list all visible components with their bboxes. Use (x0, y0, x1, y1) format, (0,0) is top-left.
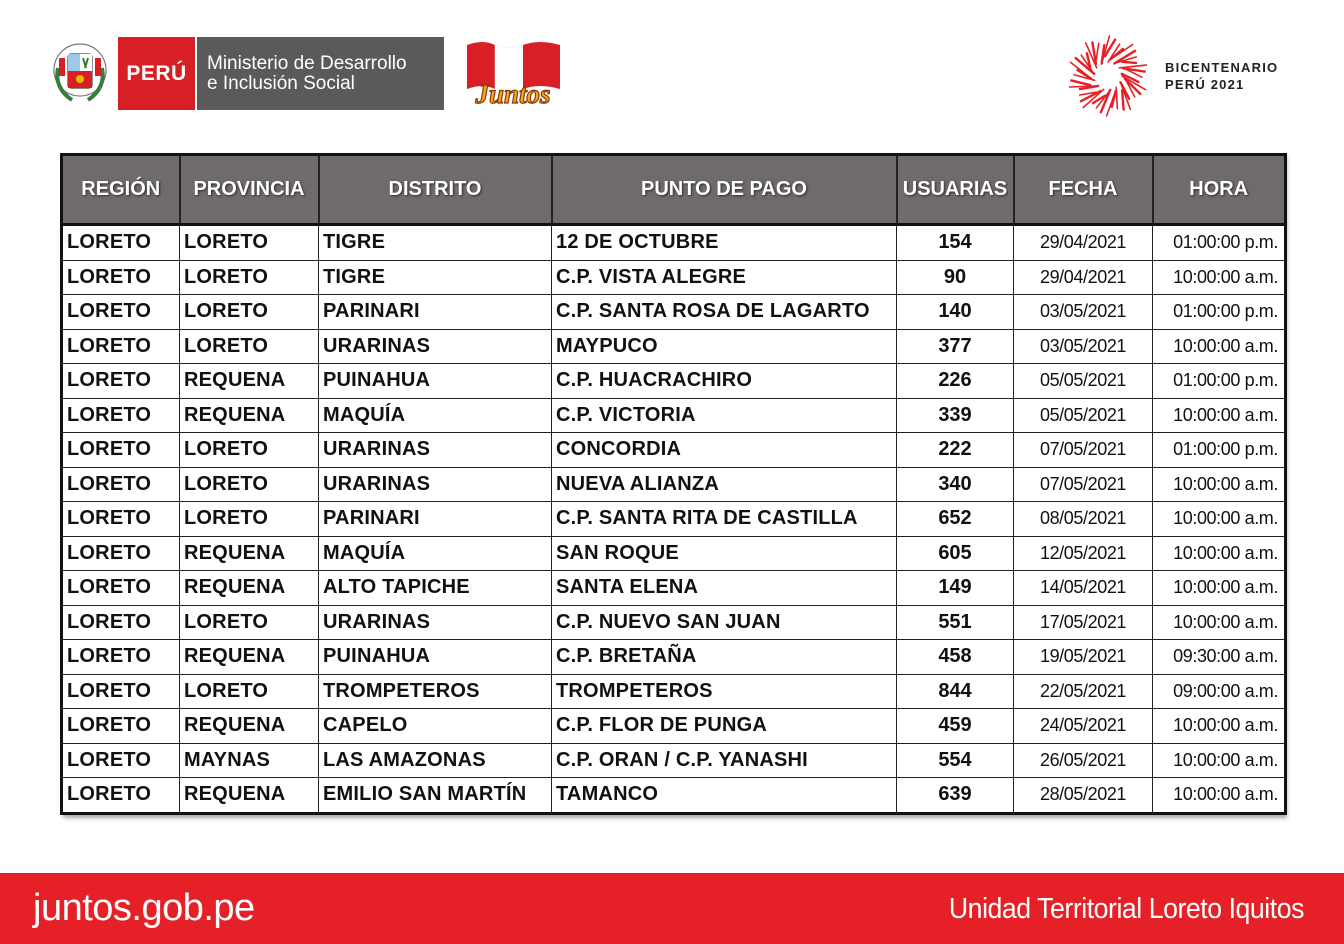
cell-hora: 09:30:00 a.m. (1153, 640, 1286, 675)
juntos-logo-text: Juntos (475, 79, 551, 109)
cell-fecha: 07/05/2021 (1014, 433, 1153, 468)
column-header-region: REGIÓN (62, 155, 180, 225)
table-row (62, 329, 1286, 364)
table-row (62, 260, 1286, 295)
cell-punto-de-pago: C.P. VICTORIA (552, 398, 897, 433)
ministry-line-1: Ministerio de Desarrollo (207, 52, 407, 74)
cell-usuarias: 377 (897, 329, 1014, 364)
cell-distrito: URARINAS (319, 329, 552, 364)
table-row (62, 778, 1286, 814)
cell-fecha: 29/04/2021 (1014, 225, 1153, 261)
cell-distrito: PUINAHUA (319, 640, 552, 675)
cell-punto-de-pago: MAYPUCO (552, 329, 897, 364)
cell-provincia: LORETO (180, 329, 319, 364)
cell-fecha: 24/05/2021 (1014, 709, 1153, 744)
cell-region: LORETO (62, 364, 180, 399)
cell-fecha: 22/05/2021 (1014, 674, 1153, 709)
cell-usuarias: 154 (897, 225, 1014, 261)
cell-punto-de-pago: NUEVA ALIANZA (552, 467, 897, 502)
cell-usuarias: 226 (897, 364, 1014, 399)
table-row (62, 709, 1286, 744)
bicentenario-ray (1070, 62, 1088, 76)
cell-distrito: URARINAS (319, 433, 552, 468)
cell-usuarias: 459 (897, 709, 1014, 744)
cell-provincia: REQUENA (180, 571, 319, 606)
column-header-punto-de-pago: PUNTO DE PAGO (552, 155, 897, 225)
cell-punto-de-pago: C.P. SANTA RITA DE CASTILLA (552, 502, 897, 537)
cell-provincia: REQUENA (180, 709, 319, 744)
cell-punto-de-pago: C.P. FLOR DE PUNGA (552, 709, 897, 744)
cell-region: LORETO (62, 709, 180, 744)
cell-hora: 10:00:00 a.m. (1153, 709, 1286, 744)
cell-region: LORETO (62, 743, 180, 778)
cell-punto-de-pago: C.P. ORAN / C.P. YANASHI (552, 743, 897, 778)
cell-distrito: URARINAS (319, 605, 552, 640)
cell-hora: 10:00:00 a.m. (1153, 502, 1286, 537)
cell-fecha: 17/05/2021 (1014, 605, 1153, 640)
cell-provincia: REQUENA (180, 778, 319, 814)
table-row (62, 571, 1286, 606)
table-row (62, 605, 1286, 640)
cell-provincia: LORETO (180, 225, 319, 261)
cell-fecha: 05/05/2021 (1014, 398, 1153, 433)
cell-distrito: LAS AMAZONAS (319, 743, 552, 778)
column-header-usuarias: USUARIAS (897, 155, 1014, 225)
cell-region: LORETO (62, 398, 180, 433)
table-row (62, 502, 1286, 537)
cell-distrito: TIGRE (319, 225, 552, 261)
cell-hora: 10:00:00 a.m. (1153, 778, 1286, 814)
cell-usuarias: 551 (897, 605, 1014, 640)
peru-label (118, 37, 195, 110)
payment-schedule-table (60, 153, 1284, 815)
table-header-row (62, 155, 1286, 225)
column-header-hora: HORA (1153, 155, 1286, 225)
table-row (62, 364, 1286, 399)
ministry-logo (197, 37, 444, 110)
website-url: juntos.gob.pe (33, 887, 255, 929)
cell-hora: 10:00:00 a.m. (1153, 536, 1286, 571)
cell-usuarias: 458 (897, 640, 1014, 675)
cell-distrito: PARINARI (319, 502, 552, 537)
table-row (62, 674, 1286, 709)
cell-provincia: LORETO (180, 467, 319, 502)
cell-region: LORETO (62, 571, 180, 606)
cell-hora: 01:00:00 p.m. (1153, 433, 1286, 468)
cell-region: LORETO (62, 502, 180, 537)
cell-usuarias: 149 (897, 571, 1014, 606)
table-row (62, 398, 1286, 433)
cell-hora: 10:00:00 a.m. (1153, 398, 1286, 433)
cell-usuarias: 605 (897, 536, 1014, 571)
bicentenario-emblem-icon (1062, 30, 1154, 122)
cell-region: LORETO (62, 329, 180, 364)
cell-usuarias: 340 (897, 467, 1014, 502)
cell-hora: 10:00:00 a.m. (1153, 743, 1286, 778)
cell-hora: 01:00:00 p.m. (1153, 295, 1286, 330)
bicentenario-ray (1122, 90, 1123, 109)
cell-distrito: PUINAHUA (319, 364, 552, 399)
cell-hora: 10:00:00 a.m. (1153, 260, 1286, 295)
cell-punto-de-pago: SAN ROQUE (552, 536, 897, 571)
cell-provincia: LORETO (180, 674, 319, 709)
cell-punto-de-pago: CONCORDIA (552, 433, 897, 468)
cell-punto-de-pago: C.P. NUEVO SAN JUAN (552, 605, 897, 640)
cell-distrito: PARINARI (319, 295, 552, 330)
bicentenario-ray (1071, 80, 1090, 85)
cell-fecha: 07/05/2021 (1014, 467, 1153, 502)
peru-coat-of-arms-icon (50, 38, 110, 108)
cell-usuarias: 339 (897, 398, 1014, 433)
cell-punto-de-pago: TROMPETEROS (552, 674, 897, 709)
juntos-logo (455, 37, 570, 112)
cell-region: LORETO (62, 467, 180, 502)
cell-hora: 10:00:00 a.m. (1153, 467, 1286, 502)
cell-provincia: REQUENA (180, 536, 319, 571)
cell-fecha: 28/05/2021 (1014, 778, 1153, 814)
bicentenario-ray (1096, 43, 1098, 60)
cell-distrito: TROMPETEROS (319, 674, 552, 709)
cell-hora: 10:00:00 a.m. (1153, 571, 1286, 606)
cell-distrito: ALTO TAPICHE (319, 571, 552, 606)
cell-distrito: URARINAS (319, 467, 552, 502)
cell-usuarias: 639 (897, 778, 1014, 814)
cell-distrito: MAQUÍA (319, 536, 552, 571)
cell-punto-de-pago: TAMANCO (552, 778, 897, 814)
cell-fecha: 19/05/2021 (1014, 640, 1153, 675)
cell-provincia: LORETO (180, 605, 319, 640)
cell-hora: 01:00:00 p.m. (1153, 225, 1286, 261)
cell-region: LORETO (62, 640, 180, 675)
footer (0, 873, 1344, 944)
cell-distrito: EMILIO SAN MARTÍN (319, 778, 552, 814)
cell-provincia: LORETO (180, 260, 319, 295)
cell-hora: 09:00:00 a.m. (1153, 674, 1286, 709)
cell-region: LORETO (62, 260, 180, 295)
bicentenario-line-2: PERÚ 2021 (1165, 77, 1245, 92)
cell-usuarias: 90 (897, 260, 1014, 295)
cell-fecha: 08/05/2021 (1014, 502, 1153, 537)
table-row (62, 640, 1286, 675)
cell-fecha: 14/05/2021 (1014, 571, 1153, 606)
cell-region: LORETO (62, 674, 180, 709)
bicentenario-ray (1122, 62, 1136, 63)
cell-usuarias: 140 (897, 295, 1014, 330)
territorial-unit-label: Unidad Territorial Loreto Iquitos (948, 893, 1304, 925)
cell-region: LORETO (62, 536, 180, 571)
cell-punto-de-pago: C.P. HUACRACHIRO (552, 364, 897, 399)
table-row (62, 536, 1286, 571)
cell-usuarias: 844 (897, 674, 1014, 709)
cell-provincia: LORETO (180, 433, 319, 468)
cell-provincia: REQUENA (180, 398, 319, 433)
cell-usuarias: 652 (897, 502, 1014, 537)
ministry-line-2: e Inclusión Social (207, 72, 355, 94)
table-row (62, 225, 1286, 261)
cell-punto-de-pago: 12 DE OCTUBRE (552, 225, 897, 261)
table-row (62, 743, 1286, 778)
cell-fecha: 12/05/2021 (1014, 536, 1153, 571)
cell-distrito: CAPELO (319, 709, 552, 744)
column-header-provincia: PROVINCIA (180, 155, 319, 225)
header (0, 0, 1344, 130)
cell-hora: 01:00:00 p.m. (1153, 364, 1286, 399)
cell-region: LORETO (62, 225, 180, 261)
cell-usuarias: 222 (897, 433, 1014, 468)
cell-fecha: 29/04/2021 (1014, 260, 1153, 295)
bicentenario-line-1: BICENTENARIO (1165, 60, 1279, 75)
cell-distrito: TIGRE (319, 260, 552, 295)
cell-hora: 10:00:00 a.m. (1153, 605, 1286, 640)
table-row (62, 433, 1286, 468)
cell-region: LORETO (62, 295, 180, 330)
cell-punto-de-pago: C.P. VISTA ALEGRE (552, 260, 897, 295)
cell-distrito: MAQUÍA (319, 398, 552, 433)
cell-provincia: MAYNAS (180, 743, 319, 778)
column-header-distrito: DISTRITO (319, 155, 552, 225)
cell-fecha: 03/05/2021 (1014, 295, 1153, 330)
table-row (62, 467, 1286, 502)
cell-provincia: REQUENA (180, 364, 319, 399)
peru-text: PERÚ (126, 61, 187, 85)
cell-provincia: LORETO (180, 295, 319, 330)
cell-punto-de-pago: C.P. SANTA ROSA DE LAGARTO (552, 295, 897, 330)
cell-region: LORETO (62, 778, 180, 814)
cell-punto-de-pago: SANTA ELENA (552, 571, 897, 606)
cell-usuarias: 554 (897, 743, 1014, 778)
column-header-fecha: FECHA (1014, 155, 1153, 225)
cell-region: LORETO (62, 605, 180, 640)
cell-provincia: LORETO (180, 502, 319, 537)
cell-provincia: REQUENA (180, 640, 319, 675)
table-row (62, 295, 1286, 330)
cell-fecha: 05/05/2021 (1014, 364, 1153, 399)
cell-punto-de-pago: C.P. BRETAÑA (552, 640, 897, 675)
cell-hora: 10:00:00 a.m. (1153, 329, 1286, 364)
cell-fecha: 26/05/2021 (1014, 743, 1153, 778)
cell-fecha: 03/05/2021 (1014, 329, 1153, 364)
bicentenario-text (1165, 59, 1278, 93)
cell-region: LORETO (62, 433, 180, 468)
